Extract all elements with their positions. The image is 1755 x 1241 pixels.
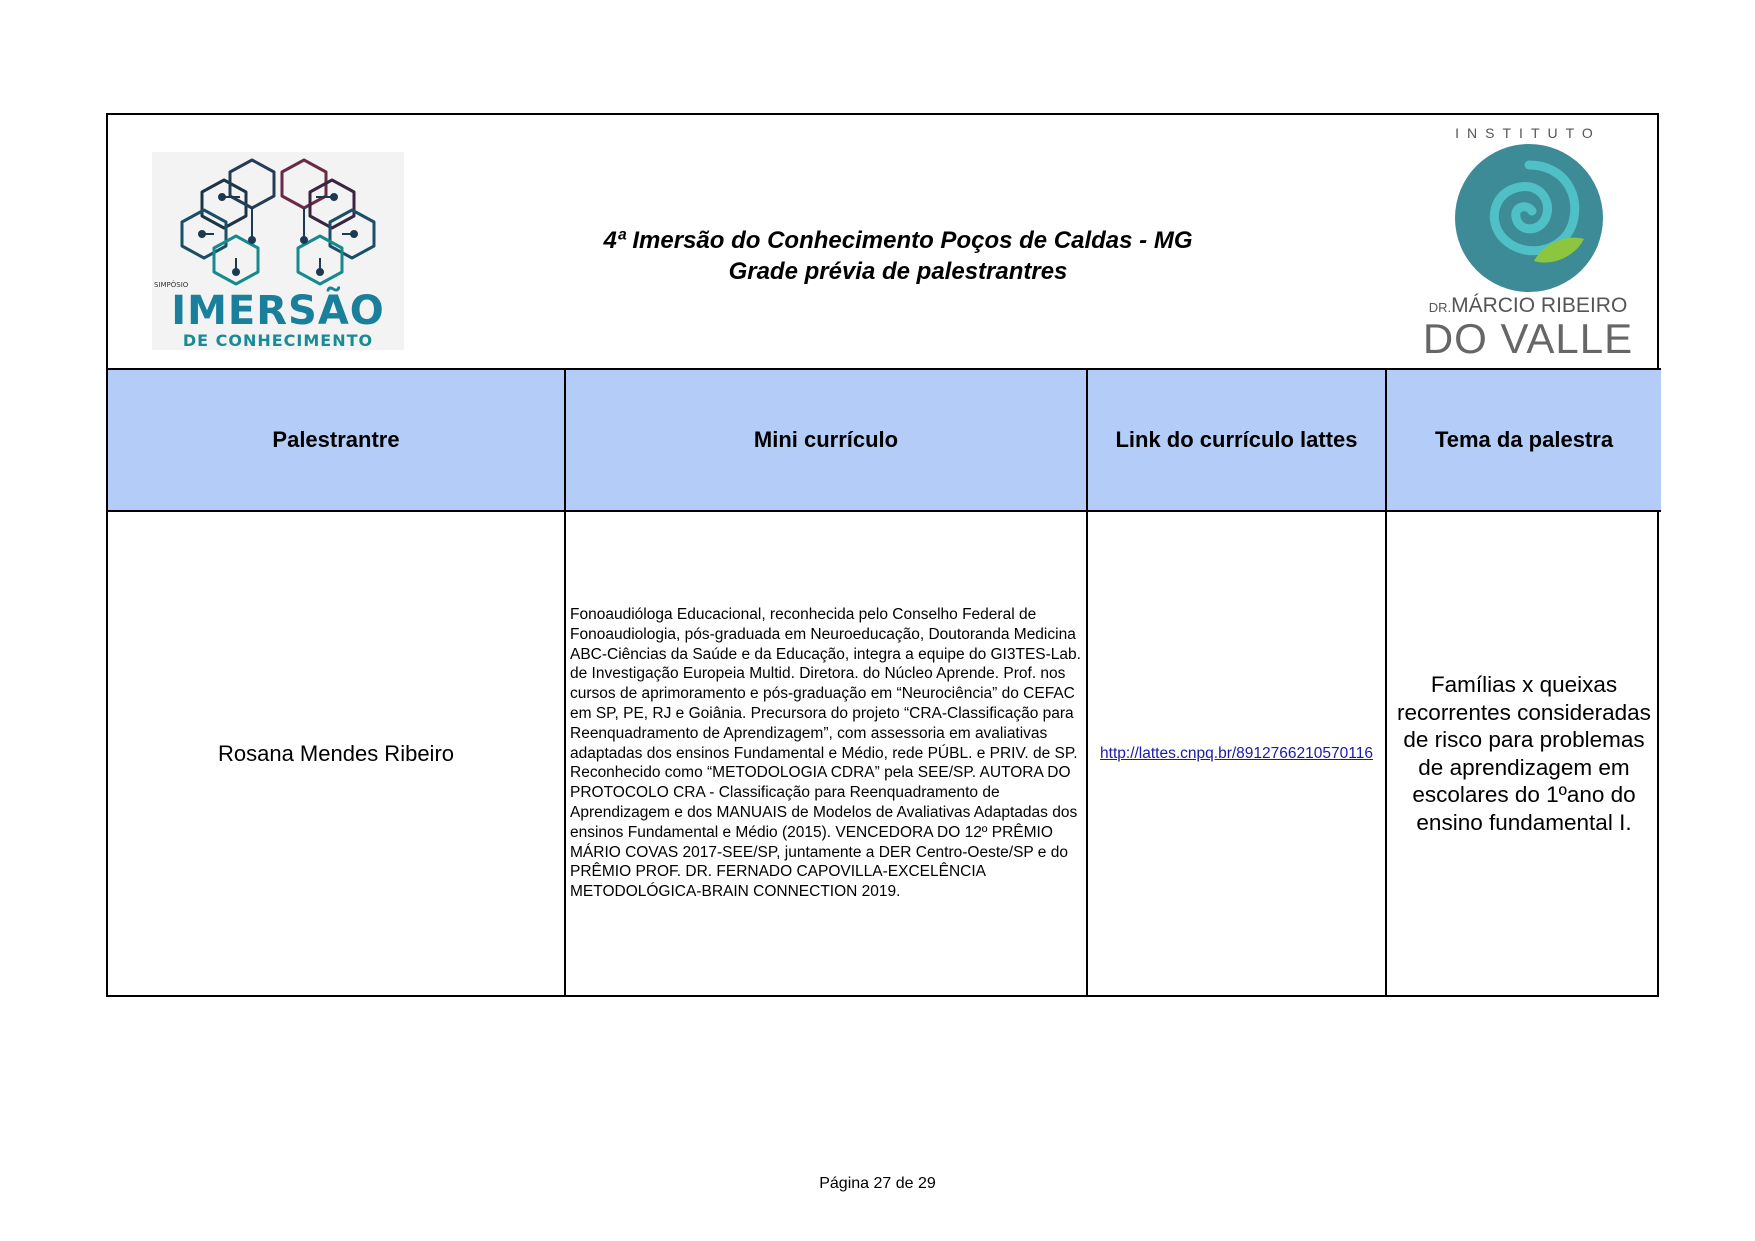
page-number: Página 27 de 29: [819, 1175, 936, 1192]
document-header: [108, 115, 1657, 370]
speaker-name: Rosana Mendes Ribeiro: [108, 511, 565, 995]
column-header-theme: Tema da palestra: [1386, 369, 1661, 511]
imersao-wordmark: IMERSÃO: [171, 288, 385, 334]
column-header-speaker: Palestrantre: [108, 369, 565, 511]
page-title: [408, 225, 1388, 287]
instituto-logo: [1408, 119, 1648, 364]
speakers-table: [108, 368, 1661, 995]
title-line-2: Grade prévia de palestrantres: [728, 258, 1068, 285]
talk-theme: Famílias x queixas recorrentes consideradas de risco para problemas de aprendizagem em escolares do 1ºano do ensino fundamental I.: [1386, 511, 1661, 995]
lattes-cell: [1087, 511, 1386, 995]
conhecimento-wordmark: DE CONHECIMENTO: [182, 331, 374, 350]
imersao-logo: [152, 152, 404, 350]
title-line-1: 4ª Imersão do Conhecimento Poços de Caldas - MG: [603, 227, 1193, 254]
rose-leaf-icon: [1454, 143, 1604, 293]
table-header-row: [108, 369, 1661, 511]
instituto-label: INSTITUTO: [1455, 125, 1601, 141]
dr-prefix: DR.: [1428, 300, 1452, 315]
mini-cv: Fonoaudióloga Educacional, reconhecida pelo Conselho Federal de Fonoaudiologia, pós-graduada em Neuroeducação, Doutoranda Medicina ABC-Ciências da Saúde e da Educação, integra a equipe do GI3TES-Lab. de Investigação Europeia Multid. Diretora. do Núcleo Aprende. Prof. nos cursos de aprimoramento e pós-graduação em “Neurociência” do CEFAC em SP, PE, RJ e Goiânia. Precursora do projeto “CRA-Classificação para Reenquadramento de Aprendizagem”, com assessoria em avaliativas adaptadas dos ensinos Fundamental e Médio, rede PÚBL. e PRIV. de SP. Reconhecido como “METODOLOGIA CDRA” pela SEE/SP. AUTORA DO PROTOCOLO CRA - Classificação para Reenquadramento de Aprendizagem e dos MANUAIS de Modelos de Avaliativas Adaptadas dos ensinos Fundamental e Médio (2015). VENCEDORA DO 12º PRÊMIO MÁRIO COVAS 2017-SEE/SP, juntamente a DER Centro-Oeste/SP e do PRÊMIO PROF. DR. FERNADO CAPOVILLA-EXCELÊNCIA METODOLÓGICA-BRAIN CONNECTION 2019.: [565, 511, 1087, 995]
lattes-link[interactable]: http://lattes.cnpq.br/8912766210570116: [1100, 744, 1373, 762]
column-header-cv: Mini currículo: [565, 369, 1087, 511]
institute-person-name: MÁRCIO RIBEIRO: [1451, 294, 1628, 317]
column-header-lattes-link: Link do currículo lattes: [1087, 369, 1386, 511]
simposio-label: SIMPÓSIO: [154, 281, 189, 289]
table-row: [108, 511, 1661, 995]
schedule-sheet: [106, 113, 1659, 997]
circuit-brain-icon: [152, 152, 404, 292]
do-valle-wordmark: DO VALLE: [1422, 315, 1634, 362]
